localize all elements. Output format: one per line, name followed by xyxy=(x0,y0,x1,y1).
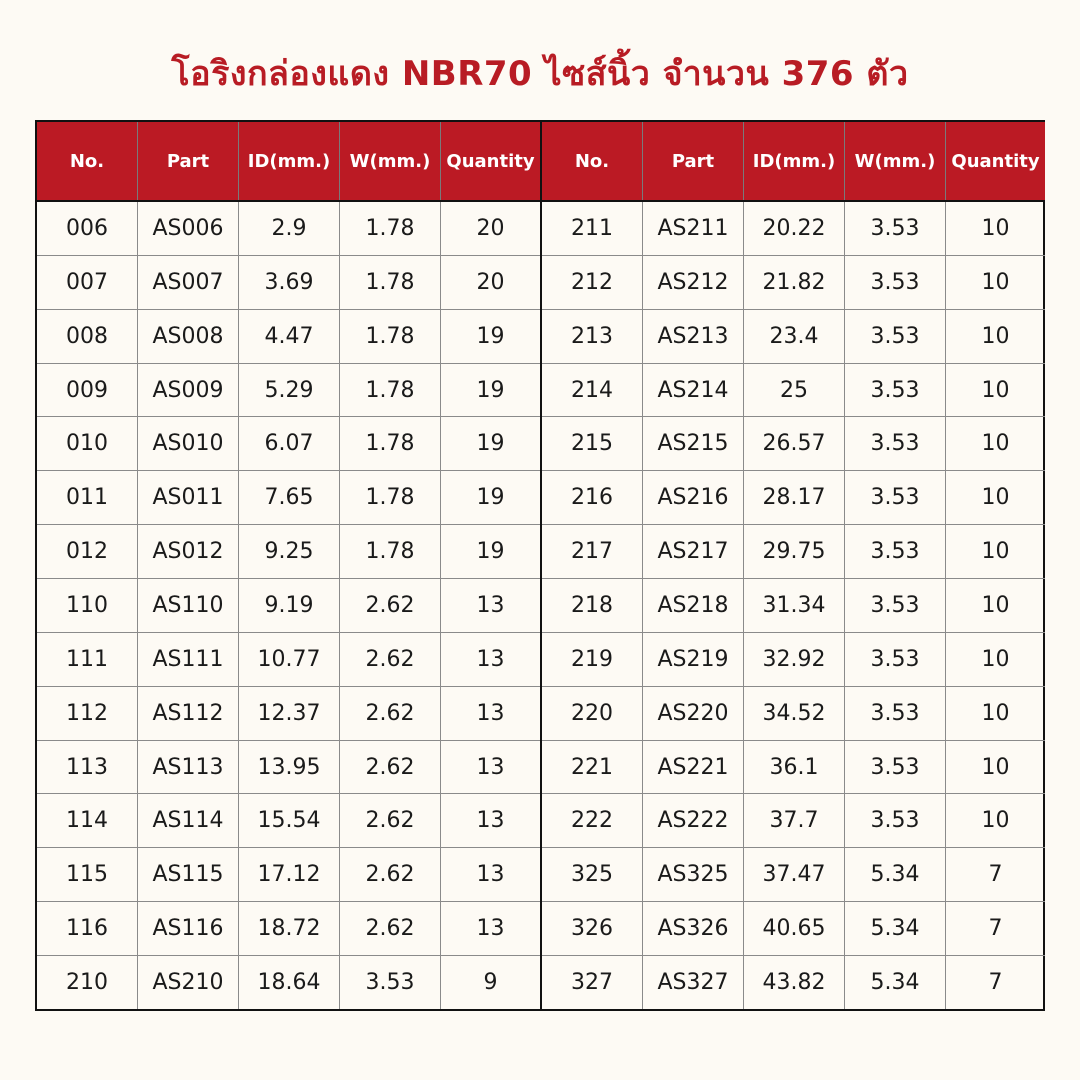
cell-quantity: 10 xyxy=(981,539,1010,565)
cell-id-mm: 4.47 xyxy=(239,310,340,363)
cell-quantity: 9 xyxy=(483,969,498,995)
cell-part: AS215 xyxy=(643,417,744,470)
cell-w-mm: 1.78 xyxy=(340,417,441,470)
cell-part: AS212 xyxy=(643,256,744,309)
cell-id-mm: 9.19 xyxy=(239,579,340,632)
cell-part: AS220 xyxy=(643,687,744,740)
header-part: Part xyxy=(138,122,239,200)
table-row xyxy=(37,256,540,310)
table-row xyxy=(37,364,540,418)
table-row xyxy=(37,741,540,795)
table-row xyxy=(37,902,540,956)
cell-no: 215 xyxy=(542,417,643,470)
cell-no: 010 xyxy=(37,417,138,470)
cell-no: 217 xyxy=(542,525,643,578)
cell-id-mm: 15.54 xyxy=(239,794,340,847)
cell-id-mm: 25 xyxy=(744,364,845,417)
cell-part: AS219 xyxy=(643,633,744,686)
cell-quantity: 7 xyxy=(988,862,1003,888)
cell-w-mm: 3.53 xyxy=(845,310,946,363)
cell-quantity: 13 xyxy=(476,646,505,672)
cell-quantity: 7 xyxy=(988,916,1003,942)
cell-no: 222 xyxy=(542,794,643,847)
header-quantity: Quantity xyxy=(951,150,1040,172)
table-row xyxy=(37,310,540,364)
cell-no: 212 xyxy=(542,256,643,309)
table-right-half xyxy=(540,122,1045,1009)
cell-w-mm: 3.53 xyxy=(845,256,946,309)
cell-no: 112 xyxy=(37,687,138,740)
cell-part: AS116 xyxy=(138,902,239,955)
cell-quantity: 19 xyxy=(476,377,505,403)
cell-part: AS217 xyxy=(643,525,744,578)
cell-no: 009 xyxy=(37,364,138,417)
table-row xyxy=(542,417,1045,471)
cell-id-mm: 7.65 xyxy=(239,471,340,524)
table-row xyxy=(542,741,1045,795)
table-row xyxy=(37,525,540,579)
table-row xyxy=(542,848,1045,902)
cell-id-mm: 37.47 xyxy=(744,848,845,901)
cell-id-mm: 5.29 xyxy=(239,364,340,417)
cell-id-mm: 6.07 xyxy=(239,417,340,470)
table-row xyxy=(37,848,540,902)
cell-no: 325 xyxy=(542,848,643,901)
table-header-row xyxy=(542,122,1045,202)
cell-part: AS012 xyxy=(138,525,239,578)
cell-id-mm: 2.9 xyxy=(239,202,340,255)
cell-id-mm: 29.75 xyxy=(744,525,845,578)
cell-w-mm: 3.53 xyxy=(845,794,946,847)
cell-w-mm: 1.78 xyxy=(340,202,441,255)
cell-w-mm: 1.78 xyxy=(340,310,441,363)
cell-no: 214 xyxy=(542,364,643,417)
table-row xyxy=(542,956,1045,1009)
cell-part: AS218 xyxy=(643,579,744,632)
header-no: No. xyxy=(37,122,138,200)
cell-no: 213 xyxy=(542,310,643,363)
cell-quantity: 10 xyxy=(981,269,1010,295)
cell-w-mm: 1.78 xyxy=(340,471,441,524)
table-body-right xyxy=(542,202,1045,1009)
cell-id-mm: 17.12 xyxy=(239,848,340,901)
cell-w-mm: 2.62 xyxy=(340,579,441,632)
cell-no: 116 xyxy=(37,902,138,955)
cell-part: AS011 xyxy=(138,471,239,524)
cell-w-mm: 3.53 xyxy=(845,741,946,794)
cell-no: 216 xyxy=(542,471,643,524)
cell-w-mm: 2.62 xyxy=(340,687,441,740)
cell-part: AS007 xyxy=(138,256,239,309)
cell-part: AS010 xyxy=(138,417,239,470)
cell-quantity: 7 xyxy=(988,969,1003,995)
cell-w-mm: 3.53 xyxy=(845,364,946,417)
cell-quantity: 10 xyxy=(981,377,1010,403)
cell-id-mm: 43.82 xyxy=(744,956,845,1009)
table-row xyxy=(37,202,540,256)
table-row xyxy=(37,687,540,741)
cell-part: AS325 xyxy=(643,848,744,901)
cell-no: 006 xyxy=(37,202,138,255)
table-row xyxy=(37,633,540,687)
table-row xyxy=(37,471,540,525)
cell-no: 211 xyxy=(542,202,643,255)
cell-w-mm: 2.62 xyxy=(340,848,441,901)
cell-quantity: 13 xyxy=(476,592,505,618)
table-header-row xyxy=(37,122,540,202)
cell-quantity: 10 xyxy=(981,646,1010,672)
cell-no: 114 xyxy=(37,794,138,847)
header-w-mm: W(mm.) xyxy=(340,122,441,200)
header-id-mm: ID(mm.) xyxy=(744,122,845,200)
cell-quantity: 13 xyxy=(476,862,505,888)
cell-w-mm: 3.53 xyxy=(845,202,946,255)
table-row xyxy=(542,471,1045,525)
cell-part: AS211 xyxy=(643,202,744,255)
cell-id-mm: 18.64 xyxy=(239,956,340,1009)
cell-id-mm: 18.72 xyxy=(239,902,340,955)
cell-w-mm: 2.62 xyxy=(340,902,441,955)
cell-w-mm: 3.53 xyxy=(845,525,946,578)
cell-quantity: 19 xyxy=(476,323,505,349)
cell-quantity: 13 xyxy=(476,754,505,780)
table-row xyxy=(542,633,1045,687)
cell-w-mm: 1.78 xyxy=(340,364,441,417)
cell-no: 008 xyxy=(37,310,138,363)
table-row xyxy=(37,956,540,1009)
cell-part: AS326 xyxy=(643,902,744,955)
cell-part: AS327 xyxy=(643,956,744,1009)
cell-no: 115 xyxy=(37,848,138,901)
table-row xyxy=(37,417,540,471)
cell-id-mm: 26.57 xyxy=(744,417,845,470)
cell-part: AS213 xyxy=(643,310,744,363)
cell-id-mm: 32.92 xyxy=(744,633,845,686)
header-w-mm: W(mm.) xyxy=(845,122,946,200)
cell-w-mm: 3.53 xyxy=(340,956,441,1009)
table-row xyxy=(542,687,1045,741)
cell-part: AS008 xyxy=(138,310,239,363)
cell-quantity: 19 xyxy=(476,539,505,565)
cell-part: AS115 xyxy=(138,848,239,901)
table-row xyxy=(37,579,540,633)
cell-w-mm: 2.62 xyxy=(340,633,441,686)
cell-no: 007 xyxy=(37,256,138,309)
cell-id-mm: 20.22 xyxy=(744,202,845,255)
oring-size-table xyxy=(35,120,1045,1011)
table-row xyxy=(542,364,1045,418)
cell-id-mm: 9.25 xyxy=(239,525,340,578)
table-row xyxy=(37,794,540,848)
cell-w-mm: 5.34 xyxy=(845,902,946,955)
cell-no: 327 xyxy=(542,956,643,1009)
table-row xyxy=(542,310,1045,364)
cell-id-mm: 21.82 xyxy=(744,256,845,309)
cell-part: AS113 xyxy=(138,741,239,794)
table-body-left xyxy=(37,202,540,1009)
cell-no: 210 xyxy=(37,956,138,1009)
cell-w-mm: 3.53 xyxy=(845,633,946,686)
cell-id-mm: 36.1 xyxy=(744,741,845,794)
cell-no: 220 xyxy=(542,687,643,740)
cell-w-mm: 2.62 xyxy=(340,741,441,794)
cell-part: AS112 xyxy=(138,687,239,740)
cell-part: AS006 xyxy=(138,202,239,255)
cell-quantity: 10 xyxy=(981,485,1010,511)
cell-no: 219 xyxy=(542,633,643,686)
cell-w-mm: 5.34 xyxy=(845,956,946,1009)
cell-id-mm: 23.4 xyxy=(744,310,845,363)
cell-quantity: 10 xyxy=(981,808,1010,834)
table-row xyxy=(542,256,1045,310)
cell-no: 221 xyxy=(542,741,643,794)
cell-w-mm: 3.53 xyxy=(845,687,946,740)
cell-w-mm: 2.62 xyxy=(340,794,441,847)
cell-id-mm: 10.77 xyxy=(239,633,340,686)
table-row xyxy=(542,525,1045,579)
table-row xyxy=(542,794,1045,848)
cell-quantity: 13 xyxy=(476,808,505,834)
cell-part: AS111 xyxy=(138,633,239,686)
cell-id-mm: 37.7 xyxy=(744,794,845,847)
header-no: No. xyxy=(542,122,643,200)
cell-quantity: 10 xyxy=(981,700,1010,726)
cell-quantity: 19 xyxy=(476,431,505,457)
cell-quantity: 19 xyxy=(476,485,505,511)
cell-part: AS221 xyxy=(643,741,744,794)
cell-id-mm: 12.37 xyxy=(239,687,340,740)
cell-id-mm: 34.52 xyxy=(744,687,845,740)
cell-part: AS222 xyxy=(643,794,744,847)
cell-no: 111 xyxy=(37,633,138,686)
header-part: Part xyxy=(643,122,744,200)
table-row xyxy=(542,902,1045,956)
cell-no: 012 xyxy=(37,525,138,578)
cell-quantity: 20 xyxy=(476,269,505,295)
cell-w-mm: 3.53 xyxy=(845,471,946,524)
cell-no: 011 xyxy=(37,471,138,524)
cell-w-mm: 1.78 xyxy=(340,256,441,309)
cell-quantity: 10 xyxy=(981,323,1010,349)
cell-id-mm: 3.69 xyxy=(239,256,340,309)
cell-no: 326 xyxy=(542,902,643,955)
cell-part: AS214 xyxy=(643,364,744,417)
cell-no: 113 xyxy=(37,741,138,794)
cell-quantity: 13 xyxy=(476,700,505,726)
header-id-mm: ID(mm.) xyxy=(239,122,340,200)
cell-w-mm: 5.34 xyxy=(845,848,946,901)
cell-no: 110 xyxy=(37,579,138,632)
cell-w-mm: 3.53 xyxy=(845,579,946,632)
cell-id-mm: 28.17 xyxy=(744,471,845,524)
cell-part: AS216 xyxy=(643,471,744,524)
cell-w-mm: 1.78 xyxy=(340,525,441,578)
cell-part: AS114 xyxy=(138,794,239,847)
cell-id-mm: 40.65 xyxy=(744,902,845,955)
cell-part: AS110 xyxy=(138,579,239,632)
cell-quantity: 10 xyxy=(981,754,1010,780)
cell-part: AS210 xyxy=(138,956,239,1009)
cell-quantity: 13 xyxy=(476,916,505,942)
cell-w-mm: 3.53 xyxy=(845,417,946,470)
cell-quantity: 10 xyxy=(981,592,1010,618)
cell-id-mm: 31.34 xyxy=(744,579,845,632)
table-row xyxy=(542,579,1045,633)
cell-quantity: 10 xyxy=(981,215,1010,241)
table-row xyxy=(542,202,1045,256)
cell-quantity: 20 xyxy=(476,215,505,241)
table-left-half xyxy=(37,122,540,1009)
cell-no: 218 xyxy=(542,579,643,632)
page-title: โอริงกล่องแดง NBR70 ไซส์นิ้ว จำนวน 376 ตัว xyxy=(171,54,909,94)
header-quantity: Quantity xyxy=(446,150,535,172)
cell-id-mm: 13.95 xyxy=(239,741,340,794)
cell-quantity: 10 xyxy=(981,431,1010,457)
cell-part: AS009 xyxy=(138,364,239,417)
